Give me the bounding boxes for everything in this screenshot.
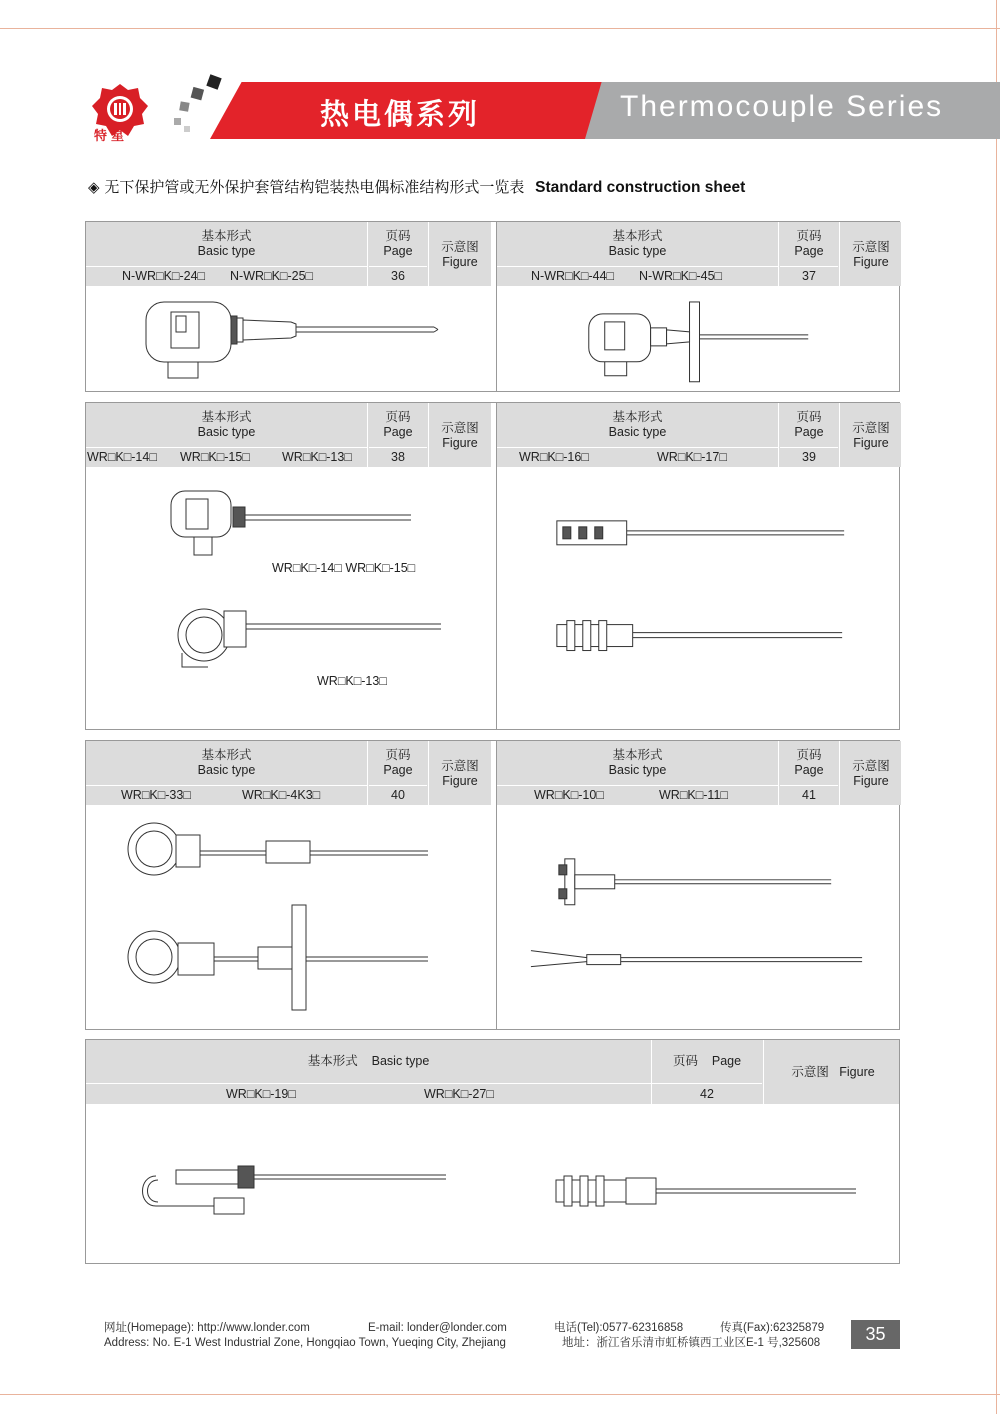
thermocouple-figure bbox=[497, 286, 901, 391]
page-number: 37 bbox=[780, 266, 838, 286]
title-en: Thermocouple Series bbox=[620, 90, 944, 123]
figure-cn: 示意图 bbox=[441, 421, 479, 435]
figure-cn: 示意图 bbox=[852, 421, 890, 435]
footer-tel: 电话(Tel):0577-62316858 bbox=[554, 1322, 684, 1334]
model-code: WR□K□-19□ bbox=[226, 1087, 296, 1101]
page-border-top bbox=[0, 28, 1000, 29]
model-code: WR□K□-33□ bbox=[121, 788, 191, 802]
figure-cn: 示意图 bbox=[852, 240, 890, 254]
footer-address-cn: 地址：浙江省乐清市虹桥镇西工业区E-1 号,325608 bbox=[562, 1337, 821, 1349]
thermocouple-figure bbox=[86, 467, 491, 729]
figure-header bbox=[839, 222, 902, 286]
model-code: WR□K□-15□ bbox=[180, 450, 250, 464]
page-en: Page bbox=[711, 1054, 742, 1068]
page-number-badge: 35 bbox=[851, 1320, 900, 1349]
figure-en: Figure bbox=[442, 255, 478, 269]
thermocouple-figure bbox=[86, 1104, 901, 1264]
basic-en: Basic type bbox=[197, 425, 256, 439]
page-header bbox=[780, 403, 838, 447]
diamond-bullet-icon: ◈ bbox=[88, 178, 100, 196]
page-border-bottom bbox=[0, 1394, 1000, 1395]
panel-header bbox=[86, 741, 491, 805]
basic-type-header bbox=[497, 222, 779, 266]
page-en: Page bbox=[794, 244, 824, 258]
footer-homepage: 网址(Homepage): http://www.londer.com bbox=[104, 1322, 310, 1334]
basic-cn: 基本形式 bbox=[307, 1054, 358, 1068]
table-row-1 bbox=[85, 221, 900, 392]
model-code: WR□K□-16□ bbox=[519, 450, 589, 464]
page-header bbox=[369, 741, 427, 785]
table-row-2 bbox=[85, 402, 900, 730]
model-code: N-WR□K□-25□ bbox=[230, 269, 314, 283]
table-row-3 bbox=[85, 740, 900, 1030]
basic-en: Basic type bbox=[608, 763, 667, 777]
model-list bbox=[86, 1083, 652, 1105]
thermocouple-figure bbox=[86, 286, 491, 391]
basic-en: Basic type bbox=[608, 425, 667, 439]
page-en: Page bbox=[794, 763, 824, 777]
panel-header bbox=[86, 403, 491, 467]
basic-cn: 基本形式 bbox=[612, 410, 663, 424]
footer-address-en: Address: No. E-1 West Industrial Zone, Hongqiao Town, Yueqing City, Zhejiang bbox=[104, 1337, 506, 1349]
panel-3 bbox=[86, 403, 491, 729]
model-code: WR□K□-27□ bbox=[424, 1087, 494, 1101]
panel-4 bbox=[496, 403, 901, 729]
page-number: 41 bbox=[780, 785, 838, 805]
figure-header bbox=[839, 741, 902, 805]
page-en: Page bbox=[383, 425, 413, 439]
basic-type-header bbox=[86, 222, 368, 266]
thermocouple-figure bbox=[86, 805, 491, 1030]
section-title bbox=[88, 176, 745, 197]
basic-type-header bbox=[86, 1040, 652, 1083]
figure-caption: WR□K□-14□ WR□K□-15□ bbox=[272, 561, 416, 575]
footer-fax: 传真(Fax):62325879 bbox=[720, 1322, 825, 1334]
panel-header bbox=[497, 222, 901, 286]
page-en: Page bbox=[383, 763, 413, 777]
model-code: WR□K□-14□ bbox=[87, 450, 157, 464]
figure-header bbox=[763, 1040, 902, 1104]
model-list bbox=[86, 785, 368, 805]
page-header bbox=[369, 222, 427, 266]
table-row-4 bbox=[85, 1039, 900, 1264]
figure-cn: 示意图 bbox=[441, 240, 479, 254]
figure-caption: WR□K□-13□ bbox=[317, 674, 387, 688]
model-code: N-WR□K□-45□ bbox=[639, 269, 723, 283]
figure-en: Figure bbox=[839, 1065, 875, 1079]
panel-6 bbox=[496, 741, 901, 1029]
figure-en: Figure bbox=[442, 774, 478, 788]
model-list bbox=[497, 785, 779, 805]
basic-type-header bbox=[497, 403, 779, 447]
thermocouple-figure bbox=[497, 467, 901, 728]
basic-cn: 基本形式 bbox=[201, 748, 252, 762]
panel-2 bbox=[496, 222, 901, 391]
page-number: 38 bbox=[369, 447, 427, 467]
panel-header bbox=[497, 403, 901, 467]
basic-en: Basic type bbox=[197, 244, 256, 258]
basic-cn: 基本形式 bbox=[612, 229, 663, 243]
basic-type-header bbox=[86, 403, 368, 447]
footer-email: E-mail: londer@londer.com bbox=[368, 1322, 507, 1334]
model-code: WR□K□-11□ bbox=[659, 788, 728, 802]
figure-header bbox=[428, 741, 491, 805]
section-title-en: Standard construction sheet bbox=[535, 179, 746, 196]
page-header bbox=[369, 403, 427, 447]
page-en: Page bbox=[794, 425, 824, 439]
page-number: 39 bbox=[780, 447, 838, 467]
figure-en: Figure bbox=[442, 436, 478, 450]
basic-cn: 基本形式 bbox=[612, 748, 663, 762]
figure-cn: 示意图 bbox=[852, 759, 890, 773]
model-list bbox=[497, 447, 779, 467]
model-code: WR□K□-13□ bbox=[282, 450, 352, 464]
logo-text: 特星 bbox=[94, 129, 129, 144]
panel-header bbox=[86, 222, 491, 286]
page-number: 42 bbox=[652, 1083, 762, 1105]
basic-en: Basic type bbox=[371, 1054, 430, 1068]
page-number: 40 bbox=[369, 785, 427, 805]
page-header bbox=[652, 1040, 762, 1083]
figure-en: Figure bbox=[853, 774, 889, 788]
page-cn: 页码 bbox=[672, 1054, 698, 1068]
page-cn: 页码 bbox=[385, 410, 411, 424]
figure-en: Figure bbox=[853, 436, 889, 450]
figure-header bbox=[839, 403, 902, 467]
model-list bbox=[86, 266, 368, 286]
thermocouple-figure bbox=[497, 805, 901, 1029]
figure-cn: 示意图 bbox=[441, 759, 479, 773]
panel-header bbox=[497, 741, 901, 805]
basic-cn: 基本形式 bbox=[201, 410, 252, 424]
model-list bbox=[497, 266, 779, 286]
page-border-right bbox=[996, 0, 997, 1414]
page-header bbox=[780, 741, 838, 785]
page-cn: 页码 bbox=[385, 748, 411, 762]
page-cn: 页码 bbox=[796, 748, 822, 762]
model-code: WR□K□-10□ bbox=[534, 788, 604, 802]
basic-type-header bbox=[86, 741, 368, 785]
model-code: N-WR□K□-24□ bbox=[122, 269, 206, 283]
basic-cn: 基本形式 bbox=[201, 229, 252, 243]
page-cn: 页码 bbox=[796, 410, 822, 424]
page-cn: 页码 bbox=[385, 229, 411, 243]
basic-en: Basic type bbox=[608, 244, 667, 258]
page-header bbox=[780, 222, 838, 266]
figure-cn: 示意图 bbox=[791, 1065, 829, 1079]
model-list bbox=[86, 447, 368, 467]
model-code: N-WR□K□-44□ bbox=[531, 269, 615, 283]
page-cn: 页码 bbox=[796, 229, 822, 243]
panel-header bbox=[86, 1040, 899, 1104]
figure-header bbox=[428, 403, 491, 467]
panel-5 bbox=[86, 741, 491, 1029]
figure-en: Figure bbox=[853, 255, 889, 269]
page-en: Page bbox=[383, 244, 413, 258]
model-code: WR□K□-17□ bbox=[657, 450, 727, 464]
page-number: 36 bbox=[369, 266, 427, 286]
basic-type-header bbox=[497, 741, 779, 785]
figure-header bbox=[428, 222, 491, 286]
basic-en: Basic type bbox=[197, 763, 256, 777]
model-code: WR□K□-4K3□ bbox=[242, 788, 321, 802]
panel-1 bbox=[86, 222, 491, 391]
title-cn: 热电偶系列 bbox=[320, 97, 481, 131]
section-title-cn: 无下保护管或无外保护套管结构铠装热电偶标准结构形式一览表 bbox=[104, 178, 525, 196]
